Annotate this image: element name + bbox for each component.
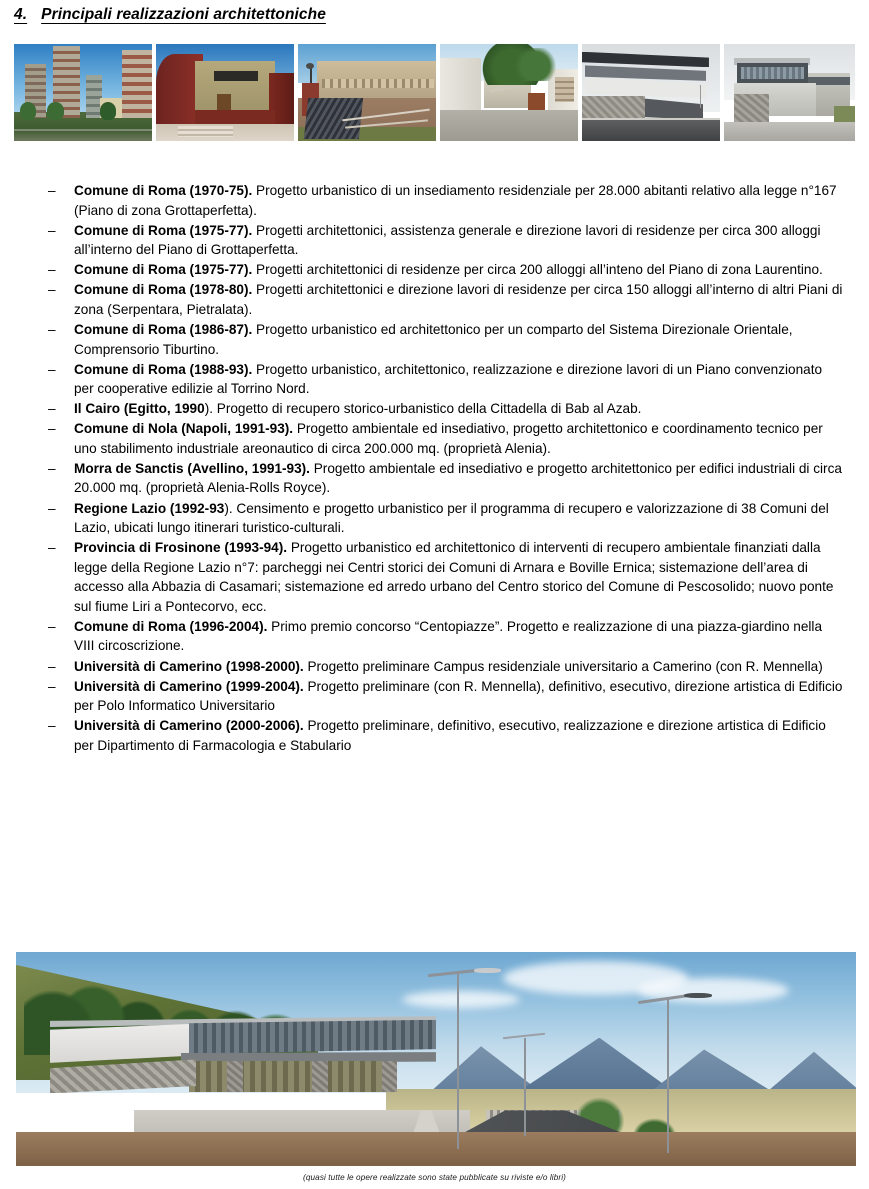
list-bullet: – <box>48 718 56 734</box>
list-bullet: – <box>48 678 56 694</box>
page-title-number: 4. <box>14 6 28 23</box>
list-item-body: ). Censimento e progetto urbanistico per il programma di recupero e valorizzazione di 38 Comuni del Lazio, ubicati lungo itinerari turistico-culturali. <box>74 500 829 536</box>
project-photo-strip <box>14 44 855 141</box>
list-item-body: Progetto urbanistico ed architettonico di interventi di recupero ambientale finanziati dalla legge della Regione Lazio n°7: parcheggi nei Centri storici dei Comuni di Arnara e Boville Ernica; sistemazione dell’area di accesso alla Abbazia di Casamari; sistemazione ed arredo urbano del Centro storico del Comune di Pescosolido; nuovo ponte sul fiume Liri a Pontecorvo, ecc. <box>74 540 834 614</box>
modern-grey-building-detail-photo <box>724 44 855 141</box>
page-title-text: Principali realizzazioni architettoniche <box>41 6 326 23</box>
list-bullet: – <box>48 321 56 337</box>
long-brick-building-photo <box>298 44 436 141</box>
list-bullet: – <box>48 282 56 298</box>
list-item <box>48 280 843 319</box>
list-item-body: Progetto preliminare Campus residenziale universitario a Camerino (con R. Mennella) <box>303 658 823 674</box>
list-item-title: Comune di Nola (Napoli, 1991-93). <box>74 421 294 437</box>
list-item-body: Progetti architettonici, assistenza generale e direzione lavori di residenze per circa 300 alloggi all’interno del Piano di Grottaperfetta. <box>74 222 821 258</box>
list-item-title: Comune di Roma (1988-93). <box>74 361 253 377</box>
modern-grey-building-photo <box>582 44 720 141</box>
list-item-body: ). Progetto di recupero storico-urbanistico della Cittadella di Bab al Azab. <box>204 401 642 417</box>
list-bullet: – <box>48 401 56 417</box>
list-item-body: Progetto ambientale ed insediativo, progetto architettonico e coordinamento tecnico per uno stabilimento industriale areonautico di circa 200.000 mq. (proprietà Alenia). <box>74 421 823 456</box>
list-bullet: – <box>48 183 56 198</box>
list-item-title: Morra de Sanctis (Avellino, 1991-93). <box>74 460 310 476</box>
list-item-body: Progetto urbanistico ed architettonico per un comparto del Sistema Direzionale Orientale, Comprensorio Tiburtino. <box>74 321 793 357</box>
list-bullet: – <box>48 460 56 476</box>
list-item-title: Regione Lazio (1992-93 <box>74 500 225 516</box>
list-item-body: Progetto urbanistico, architettonico, realizzazione e direzione lavori di un Piano convenzionato per cooperative edilizie al Torrino Nord. <box>74 361 823 397</box>
list-item <box>48 260 843 280</box>
list-item-title: Il Cairo (Egitto, 1990 <box>74 401 205 417</box>
list-bullet: – <box>48 361 56 377</box>
list-bullet: – <box>48 500 56 516</box>
list-item <box>48 657 843 677</box>
list-item-body: Progetti architettonici e direzione lavori di residenze per circa 150 alloggi all’interno di altri Piani di zona (Serpentara, Pietralata). <box>74 282 843 317</box>
list-bullet: – <box>48 421 56 437</box>
list-item-title: Comune di Roma (1975-77). <box>74 262 253 278</box>
residential-towers-photo <box>14 44 152 141</box>
projects-list <box>48 181 843 756</box>
photo-caption: (quasi tutte le opere realizzate sono state pubblicate su riviste e/o libri) <box>303 1173 566 1182</box>
list-item-title: Comune di Roma (1978-80). <box>74 282 253 298</box>
list-item-body: Progetto preliminare, definitivo, esecutivo, realizzazione e direzione artistica di Edificio per Dipartimento di Farmacologia e Stabulario <box>74 718 826 753</box>
list-item <box>48 459 843 498</box>
list-item-body: Progetti architettonici di residenze per circa 200 alloggi all’inteno del Piano di zona Laurentino. <box>252 262 823 278</box>
maroon-tan-building-photo <box>156 44 294 141</box>
page-title <box>14 6 326 24</box>
list-item <box>48 181 843 220</box>
list-item-body: Progetto urbanistico di un insediamento residenziale per 28.000 abitanti relativo alla legge n°167 (Piano di zona Grottaperfetta). <box>74 183 837 218</box>
list-item-title: Università di Camerino (2000-2006). <box>74 718 304 734</box>
list-item <box>48 716 843 755</box>
list-item-title: Comune di Roma (1975-77). <box>74 222 253 238</box>
list-item-title: Comune di Roma (1986-87). <box>74 321 253 337</box>
list-item-body: Progetto preliminare (con R. Mennella), definitivo, esecutivo, direzione artistica di Edificio per Polo Informatico Universitario <box>74 678 843 714</box>
list-bullet: – <box>48 540 56 556</box>
list-item-title: Comune di Roma (1996-2004). <box>74 618 268 634</box>
list-bullet: – <box>48 222 56 238</box>
list-item-title: Università di Camerino (1998-2000). <box>74 658 304 674</box>
list-item <box>48 221 843 260</box>
list-item <box>48 617 843 656</box>
list-item-title: Provincia di Frosinone (1993-94). <box>74 540 288 556</box>
list-item <box>48 320 843 359</box>
list-item-body: Progetto ambientale ed insediativo e progetto architettonico per edifici industriali di circa 20.000 mq. (proprietà Alenia-Rolls Royce). <box>74 460 842 496</box>
list-item <box>48 677 843 716</box>
list-item <box>48 360 843 399</box>
list-item-title: Università di Camerino (1999-2004). <box>74 678 304 694</box>
list-bullet: – <box>48 618 56 634</box>
list-item-title: Comune di Roma (1970-75). <box>74 183 253 198</box>
list-item-body: Primo premio concorso “Centopiazze”. Progetto e realizzazione di una piazza-giardino nella VIII circoscrizione. <box>74 618 823 654</box>
list-bullet: – <box>48 658 56 674</box>
list-item <box>48 499 843 538</box>
list-item <box>48 538 843 616</box>
list-item <box>48 419 843 458</box>
concrete-courtyard-photo <box>440 44 578 141</box>
list-bullet: – <box>48 262 56 278</box>
list-item <box>48 399 843 419</box>
panorama-building-photo <box>16 952 856 1166</box>
